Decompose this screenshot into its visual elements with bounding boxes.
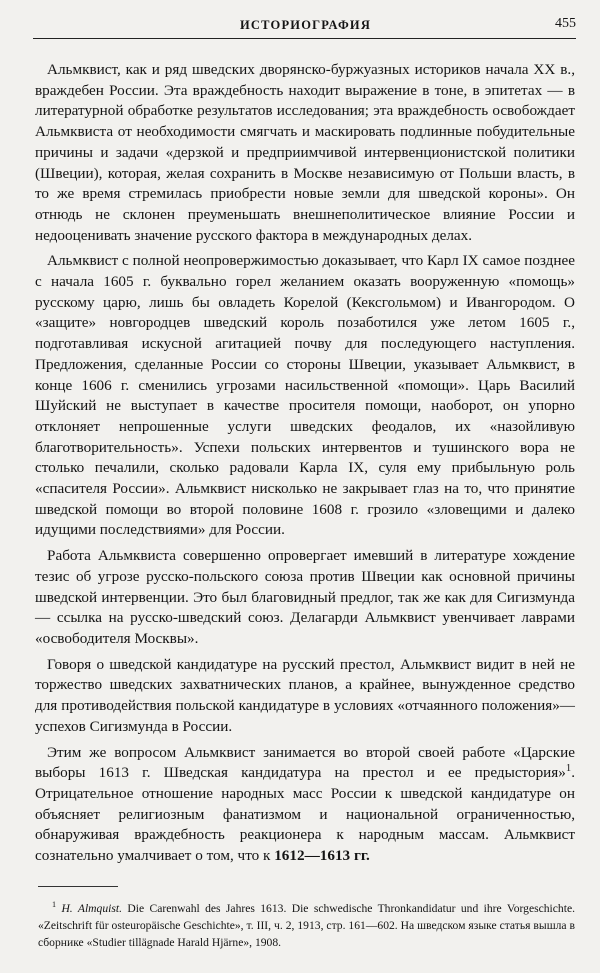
paragraph-text-continued: . Отрицательное отношение народных масс России к шведской кандидатуре он объясняет религиозным фанатизмом и национальной ограниченностью, обнаруживая враждебность реакционера к народным массам. Альмквист сознательно умалчивает о том, что к	[35, 764, 575, 865]
header-rule	[33, 38, 576, 39]
paragraph-text: Этим же вопросом Альмквист занимается во второй своей работе «Царские выборы 1613 г. Шведская кандидатура на престол и ее предыстория»	[35, 743, 575, 782]
paragraph: Работа Альмквиста совершенно опровергает имевший в литературе хождение тезис об угрозе русско-польского союза против Швеции как основной причины шведской интервенции. Это был благовидный предлог, так же как для Сигизмунда — ссылка на русско-шведский союз. Делагарди Альмквист увенчивает лаврами «освободителя Москвы».	[35, 547, 575, 647]
paragraph: Альмквист с полной неопровержимостью доказывает, что Карл IX самое позднее с начала 1605 г. буквально горел желанием оказать вооруженную «помощь» русскому царю, лишь бы овладеть Корелой (Кексгольмом) и Ивангородом. О «защите» новгородцев шведский король позаботился уже летом 1605 г., подготавливая искусной агитацией почву для последующего наступления. Предложения, сделанные России со стороны Швеции, указывает Альмквист, в конце 1606 г. сменились угрозами насильственной «помощи». Царь Василий Шуйский не выступает в качестве просителя помощи, наоборот, он упорно отклоняет непрошенные услуги шведских феодалов, их «назойливую благотворительность». Успехи польских интервентов и тушинского вора не столько печалили, сколько радовали Карла IX, суля ему прибыльную роль «спасителя России». Альмквист нисколько не закрывает глаз на то, что принятие шведской помощи во второй половине 1608 г. грозило «зловещими и далеко идущими последствиями» для России.	[35, 252, 575, 539]
body-text	[35, 60, 575, 872]
paragraph: Альмквист, как и ряд шведских дворянско-буржуазных историков начала XX в., враждебен России. Эта враждебность находит выражение в тоне, в эпитетах — в литературной обработке результатов исследования; эта враждебность освобождает Альмквиста от необходимости смягчать и маскировать подлинные побудительные причины и задачи «дерзкой и предприимчивой интервенционистской политики (Швеции), которая, желая сохранить в Москве независимую от Польши власть, в то же время стремилась приобрести новые земли для шведской короны». Он отнюдь не склонен преуменьшать внешнеполитическое влияние России и недооценивать значение русского фактора в международных делах.	[35, 61, 575, 244]
running-title: ИСТОРИОГРАФИЯ	[240, 18, 372, 32]
footnote	[38, 900, 575, 951]
footnote-mark: 1	[52, 900, 57, 910]
paragraph: Говоря о шведской кандидатуре на русский престол, Альмквист видит в ней не торжество шведских захватнических планов, а крайнее, вынужденное средство для противодействия польской кандидатуре в условиях «отчаянного положения»— успехов Сигизмунда в России.	[35, 655, 575, 735]
footnote-rule	[38, 886, 118, 887]
footnote-text: Die Carenwahl des Jahres 1613. Die schwedische Thronkandidatur und ihre Vorgeschichte. «Zeitschrift für osteuropäische Geschichte», т. III, ч. 2, 1913, стр. 161—602. На шведском языке статья вышла в сборнике «Studier tillägnade Harald Hjärne», 1908.	[38, 902, 575, 949]
footnote-reference[interactable]: 1	[565, 763, 572, 775]
footnote-author: H. Almquist.	[61, 902, 122, 915]
page-number: 455	[555, 16, 576, 31]
bold-date-range: 1612—1613 гг.	[274, 847, 370, 865]
paragraph-with-footnote-mark	[35, 743, 575, 867]
